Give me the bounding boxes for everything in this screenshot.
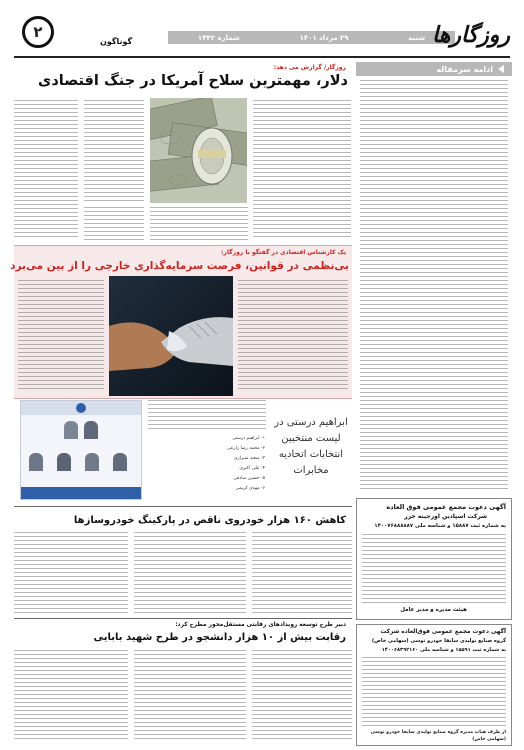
student-article-kicker: دبیر طرح توسعه رویدادهای رقابتی مستقل‌محور مطرح کرد:: [175, 622, 346, 628]
poster-footer: [21, 487, 141, 499]
list-item: ۱- ابراهیم درستی: [232, 436, 265, 441]
poster-logo-icon: [76, 403, 86, 413]
student-article-col-1: [252, 650, 352, 742]
notice-1-body: [362, 534, 506, 604]
student-article-rule: [14, 618, 352, 619]
second-article-title: بی‌نظمی در قوانین، فرصت سرمایه‌گذاری خارجی را از بین می‌برد: [10, 260, 349, 272]
poster-photo-6: [113, 453, 127, 471]
sidebar-header-icon: [498, 65, 504, 73]
main-article-col-4: [150, 207, 248, 241]
main-article-title: دلار، مهمترین سلاح آمریکا در جنگ اقتصادی: [38, 73, 348, 89]
main-article-col-2: [84, 100, 144, 202]
main-article-col-3: [14, 100, 78, 240]
student-article-col-3: [14, 650, 128, 742]
second-article-col-2: [18, 280, 104, 392]
auto-article-col-2: [134, 532, 246, 614]
dollar-photo: [150, 98, 247, 203]
student-article-title: رقابت بیش از ۱۰ هزار دانشجو در طرح شهید بابایی: [93, 632, 346, 643]
list-item: ۵- حسین صادقی: [233, 476, 265, 481]
main-article-kicker: روزگار/ گزارش می دهد:: [273, 64, 346, 71]
masthead: [0, 0, 524, 60]
page-number: ۲: [33, 23, 43, 41]
list-item: ۲- محمد رضا زارعی: [226, 446, 265, 451]
handshake-photo: [109, 276, 233, 396]
election-title-text: ابراهیم درستی در لیست منتخبین انتخابات اتحادیه مخابرات: [274, 417, 348, 476]
second-article-col-1: [238, 280, 348, 392]
main-article-col-1: [253, 100, 351, 240]
election-list: [150, 434, 265, 496]
poster-photo-4: [57, 453, 71, 471]
list-item: ۳- سعید شیرازی: [233, 456, 265, 461]
notice-1-company: شرکت اسپادین اورجینه خزر: [404, 513, 487, 520]
auto-article-col-1: [252, 532, 352, 614]
notice-1-reg: به شماره ثبت ۱۵۸۸۷ و شناسه ملی ۱۴۰۰۷۶۸۸۸۸۸۷: [374, 523, 506, 529]
sidebar-text: [360, 80, 508, 492]
student-article-col-2: [134, 650, 246, 742]
notice-2-company: گروه صنایع تولیدی سایفا خودرو توسی (سهامی خاص): [371, 638, 506, 644]
election-poster: [20, 400, 142, 500]
poster-photo-5: [85, 453, 99, 471]
sidebar-header: [356, 62, 512, 76]
auto-article-col-3: [14, 532, 128, 614]
notice-2-body: [362, 657, 506, 727]
newspaper-logo: روزگارها: [432, 23, 510, 48]
notice-2: [356, 624, 512, 746]
election-title: [270, 415, 352, 505]
day-label: شنبه: [408, 33, 426, 42]
poster-photo-3: [29, 453, 43, 471]
election-intro-text: [148, 400, 266, 430]
auto-article-rule: [14, 506, 352, 507]
page-number-badge: [22, 16, 54, 48]
poster-photo-1: [64, 421, 78, 439]
sidebar-header-title: ادامه سرمقاله: [436, 64, 493, 74]
issue-label: شماره ۱۴۴۲: [197, 33, 240, 42]
notice-1-signature: هیئت مدیره و مدیر عامل: [400, 607, 467, 613]
notice-1-title: آگهی دعوت مجمع عمومی فوق العاده: [386, 503, 506, 511]
notice-2-reg: به شماره ثبت ۱۵۵۹۱ و شناسه ملی ۱۴۰۰۶۸۳۹۲۱۶۰: [381, 647, 506, 653]
sidebar: [356, 62, 512, 496]
list-item: ۴- علی اکبری: [239, 466, 265, 471]
section-label: گوناگون: [100, 37, 133, 46]
notice-2-title: آگهی دعوت مجمع عمومی فوق‌العاده شرکت: [380, 629, 506, 635]
notice-2-signature-text: از طرف هیات مدیره گروه صنایع تولیدی سایفا خودرو توسی (سهامی خاص): [370, 730, 506, 742]
notice-1: [356, 498, 512, 620]
notice-2-signature: [362, 729, 506, 743]
auto-article-title: کاهش ۱۶۰ هزار خودروی ناقص در پارکینگ خودروسازها: [73, 515, 346, 526]
second-article-kicker: یک کارشناس اقتصادی در گفتگو با روزگار:: [221, 249, 346, 256]
date-label: ۲۹ مرداد ۱۴۰۱: [299, 33, 349, 42]
main-article-col-5: [84, 207, 144, 241]
list-item: ۶- مهدی کریمی: [235, 486, 265, 491]
masthead-rule: [14, 56, 510, 58]
poster-photo-2: [84, 421, 98, 439]
date-bar: [168, 31, 455, 44]
